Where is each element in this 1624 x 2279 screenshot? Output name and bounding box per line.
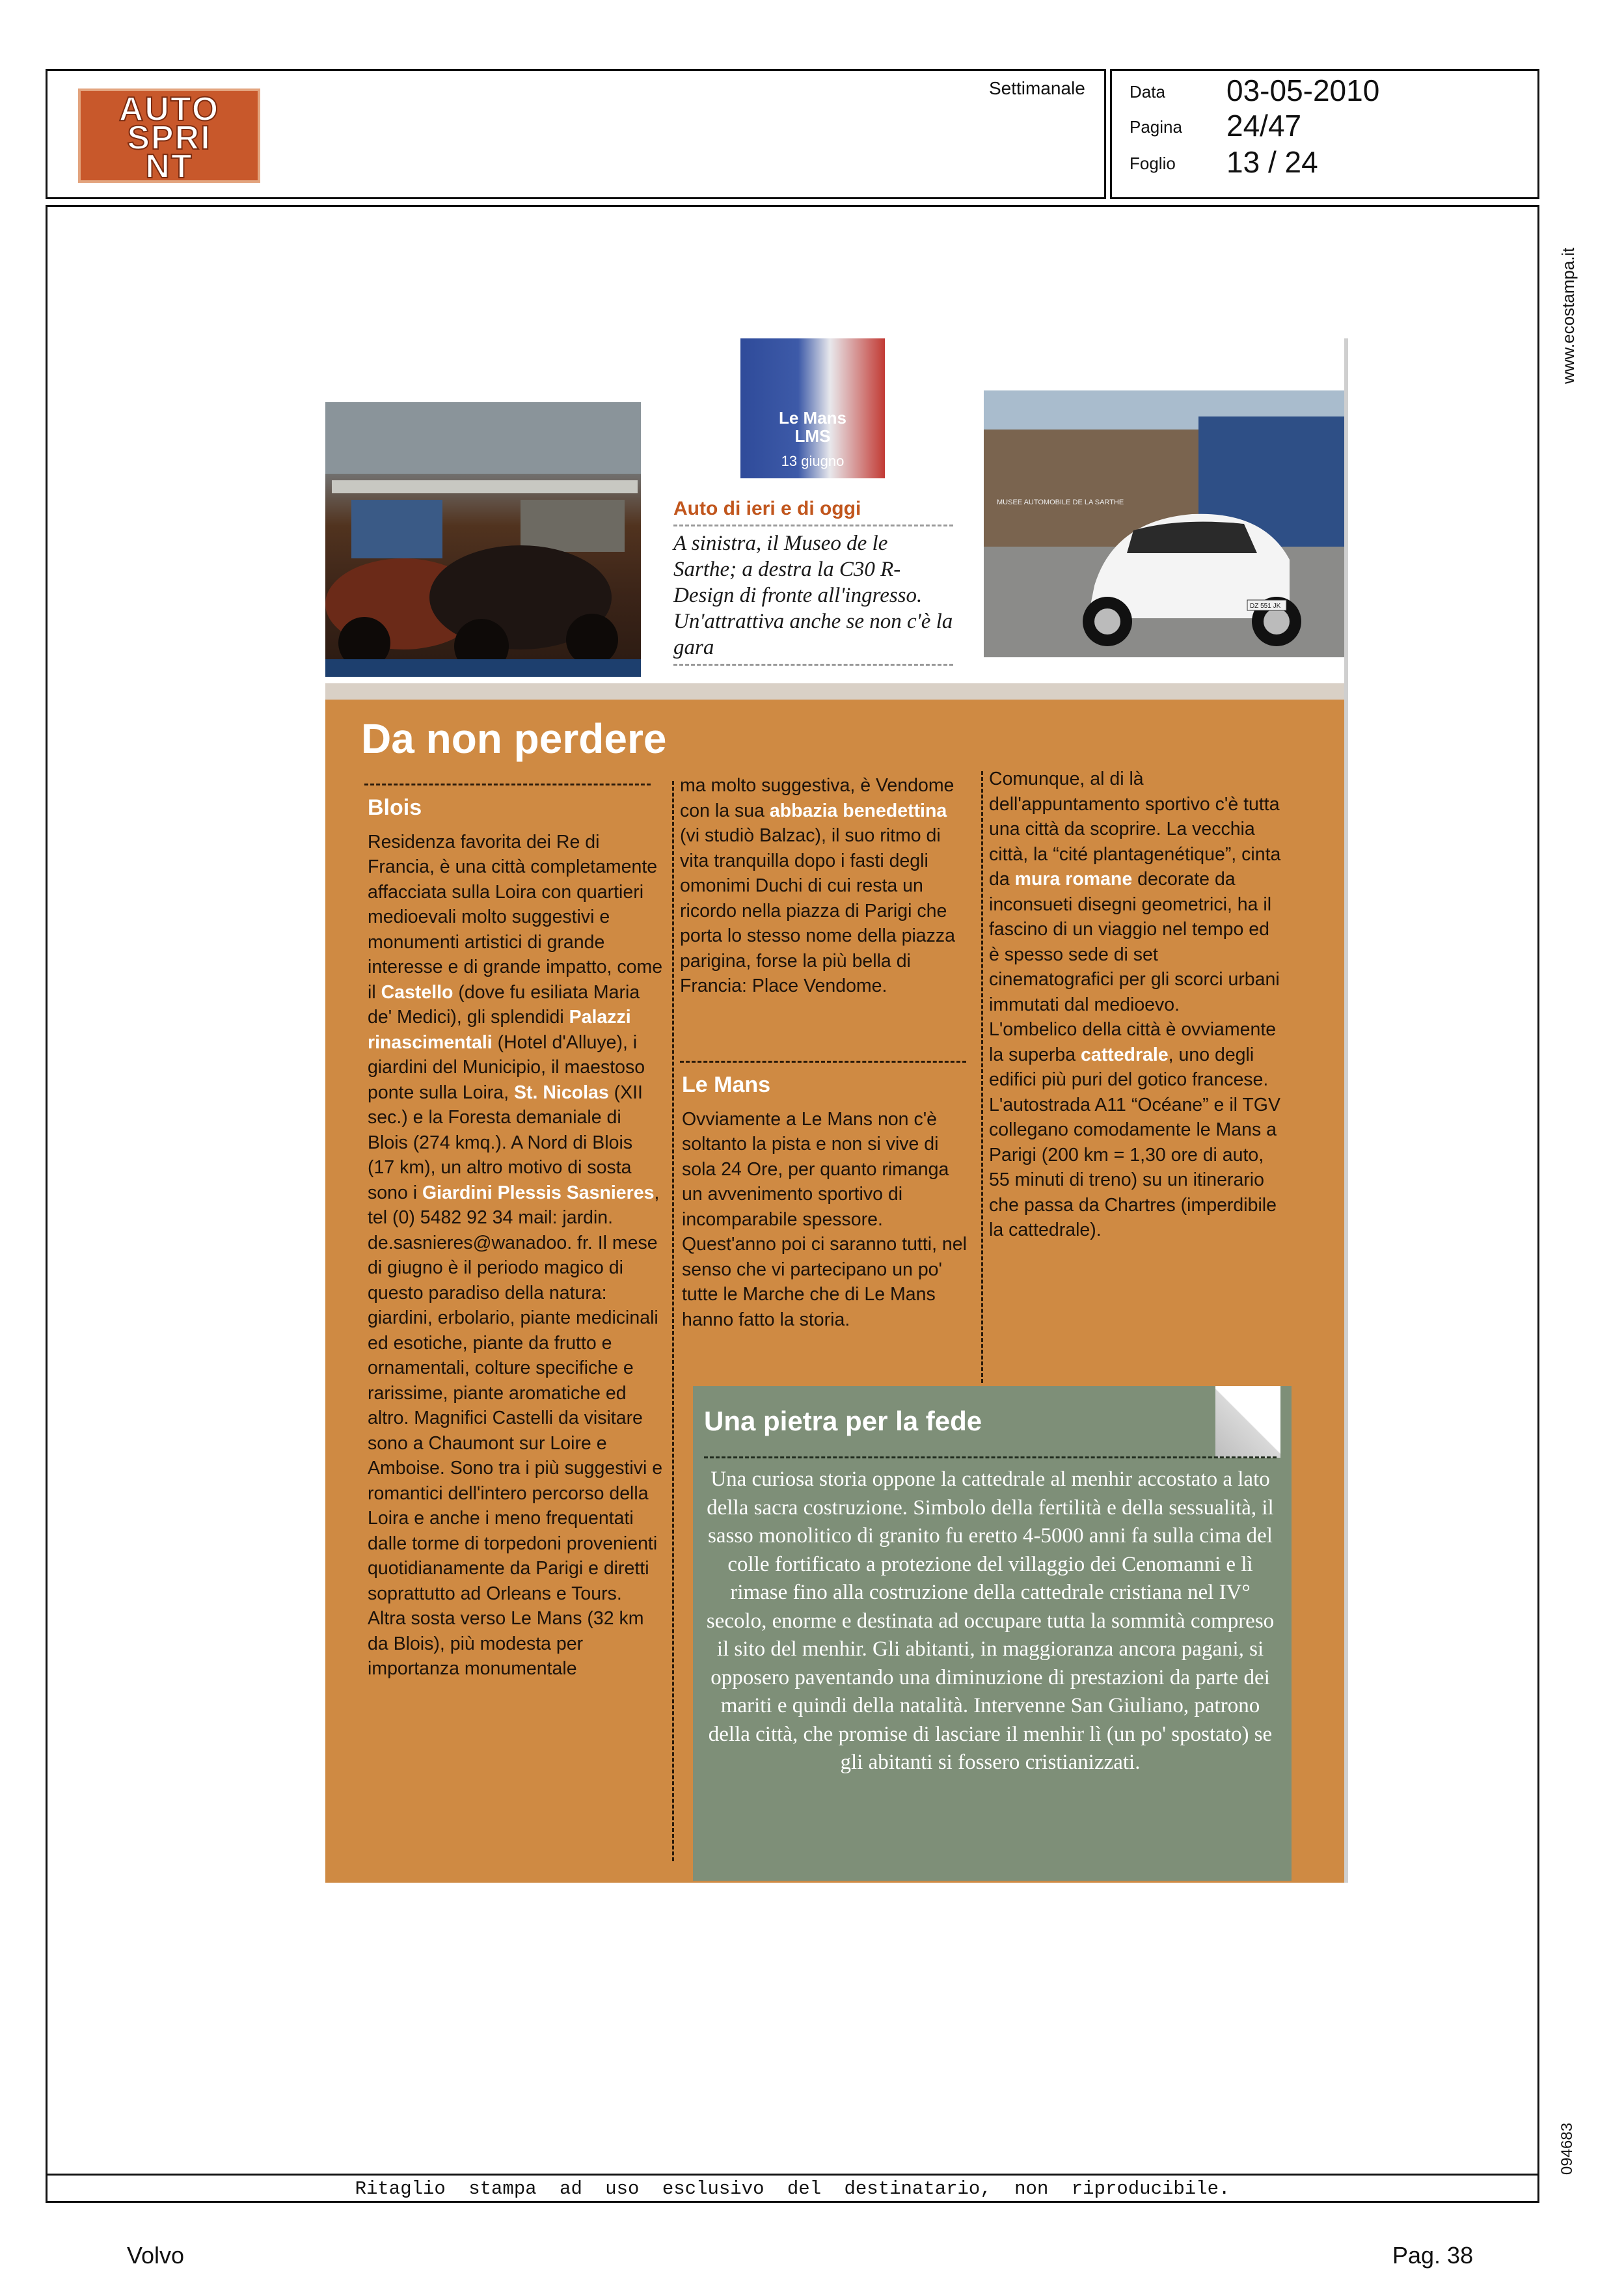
blois-text-4: (XII sec.) e la Foresta demaniale di Blois (274 kmq.). A Nord di Blois (17 km), un altro motivo di sosta sono i (368, 1082, 643, 1203)
volvo-c30-photo (984, 390, 1346, 657)
page-edge-bar (1344, 338, 1348, 1883)
data-label: Data (1130, 82, 1165, 102)
blois-highlight-st-nicolas: St. Nicolas (513, 1082, 609, 1103)
periodicity-label: Settimanale (989, 78, 1085, 98)
logo-line-1: AUTO (118, 90, 220, 128)
citta-text-2: decorate da inconsueti disegni geometrici, ha il fascino di un viaggio nel tempo ed è spesso sede di set cinematografici per gli scorci urbani immutati dal medioevo. (989, 869, 1280, 1015)
le-mans-title: Le Mans (682, 1072, 771, 1097)
blois-text-1: Residenza favorita dei Re di Francia, è una città completamente affacciata sulla Loira con quartieri medioevali molto suggestivi e monumenti artistici di grande interesse e di grande impatto, come il (368, 831, 663, 1003)
pagina-label: Pagina (1130, 117, 1182, 137)
citta-text-4: , uno degli edifici più puri del gotico francese. L'autostrada A11 “Océane” e il TGV collegano comodamente le Mans a Parigi (200 km = 1,30 ore di auto, 55 minuti di treno) su un itinerario che passa da Chartres (imperdibile la cattedrale). (989, 1044, 1280, 1240)
column-divider-2 (981, 771, 983, 1383)
autosprint-logo (78, 89, 260, 183)
main-title: Da non perdere (361, 715, 667, 762)
foglio-label: Foglio (1130, 154, 1176, 173)
panel-top-strip (325, 683, 1348, 700)
foglio-value: 13 / 24 (1226, 145, 1318, 179)
logo-line-2: SPRI (127, 119, 211, 157)
side-code-text: 094683 (1558, 2122, 1576, 2175)
blois-divider (364, 784, 651, 785)
vendome-text-1: ma molto suggestiva, è Vendome con la sua (680, 775, 954, 821)
column-citta (989, 767, 1282, 1243)
page-fold-corner (1215, 1386, 1280, 1458)
footer-rule (47, 2174, 1538, 2176)
side-url-text: www.ecostampa.it (1558, 247, 1578, 384)
car-plate: DZ 551 JK (1250, 603, 1281, 610)
side-code (1552, 2115, 1578, 2180)
side-url (1552, 221, 1578, 390)
museum-sign: MUSEE AUTOMOBILE DE LA SARTHE (997, 498, 1124, 506)
blois-text-5: , tel (0) 5482 92 34 mail: jardin. de.sasnieres@wanadoo. fr. Il mese di giugno è il periodo magico di questo paradiso della natura: giardini, erbolario, piante medicinali ed esotiche, piante da frutto e ornamentali, colture specifiche e rarissime, piante aromatiche ed altro. Magnifici Castelli da visitare sono a Chaumont sur Loire e Amboise. Sono tra i più suggestivi e romantici dell'intero percorso della Loira e anche i meno frequentati dalle torme di torpedoni provenienti quotidianamente da Parigi e diretti soprattutto ad Orleans e Tours. (368, 1182, 663, 1604)
blois-highlight-palazzi: Palazzi rinascimentali (368, 1007, 631, 1053)
sidebar-box-title: Una pietra per la fede (704, 1406, 982, 1436)
blois-highlight-giardini: Giardini Plessis Sasnieres (422, 1182, 655, 1203)
caption-text: A sinistra, il Museo de le Sarthe; a destra la C30 R-Design di fronte all'ingresso. Un'attrattiva anche se non c'è la gara (673, 532, 953, 659)
pagina-value: 24/47 (1226, 109, 1302, 143)
sidebar-box-text: Una curiosa storia oppone la cattedrale al menhir accostato a lato della sacra costruzione. Simbolo della fertilità e della sessualità, il sasso monolitico di granito fu eretto 4-5000 anni fa sulla cima del colle fortificato a protezione del villaggio dei Cenomanni e lì rimase fino alla costruzione della cattedrale cristiana nel IV° secolo, enorme e destinata ad occupare tutta la sommità compreso il sito del menhir. Gli abitanti, in maggioranza ancora pagani, si opposero paventando una diminuzione di prestazioni da parte dei mariti e quindi della natalità. Intervenne San Giuliano, patrono della città, che promise di lasciare il menhir lì (un po' spostato) se gli abitanti si fossero cristianizzati. (706, 1467, 1275, 1774)
vendome-highlight-abbazia: abbazia benedettina (769, 800, 947, 821)
flag-caption-line-2: LMS (794, 426, 831, 446)
column-le-mans (682, 1072, 968, 1332)
flag-date: 13 giugno (781, 453, 845, 469)
citta-text-1: Comunque, al di là dell'appuntamento sportivo c'è tutta una città da scoprire. La vecchia città, la “cité plantagenétique”, cinta da (989, 769, 1281, 890)
museum-interior-photo (325, 402, 641, 677)
le-mans-divider (680, 1061, 966, 1063)
flag-caption (740, 409, 885, 445)
caption-divider-top (673, 525, 953, 526)
le-mans-text: Ovviamente a Le Mans non c'è soltanto la pista e non si vive di sola 24 Ore, per quanto rimanga un avvenimento sportivo di incomparabile spessore. Quest'anno poi ci saranno tutti, nel senso che vi partecipano un po' tutte le Marche che di Le Mans hanno fatto la storia. (682, 1108, 967, 1330)
blois-title: Blois (368, 795, 422, 820)
page-number: Pag. 38 (1392, 2242, 1474, 2269)
sidebar-box-divider (704, 1456, 1277, 1458)
blois-text-2: (dove fu esiliata Maria de' Medici), gli splendidi (368, 981, 640, 1028)
vendome-text-2: (vi studiò Balzac), il suo ritmo di vita tranquilla dopo i fasti degli omonimi Duchi di cui resta un ricordo nella piazza di Parigi che porta lo stesso nome della piazza parigina, forse la più bella di Francia: Place Vendome. (680, 825, 955, 996)
blois-text-6: Altra sosta verso Le Mans (32 km da Blois), più modesta per importanza monumentale (368, 1608, 644, 1679)
blois-highlight-castello: Castello (381, 981, 453, 1003)
citta-highlight-mura: mura romane (1014, 869, 1133, 890)
caption-divider-bottom (673, 664, 953, 666)
column-divider-1 (672, 781, 674, 1861)
data-value: 03-05-2010 (1226, 74, 1380, 107)
brand-label: Volvo (127, 2242, 185, 2269)
caption-title: Auto di ieri e di oggi (673, 498, 861, 519)
citta-highlight-cattedrale: cattedrale (1081, 1044, 1169, 1065)
flag-caption-line-1: Le Mans (778, 408, 847, 428)
column-vendome (680, 773, 966, 999)
column-blois (368, 795, 664, 1682)
museum-photo-drawing (325, 402, 641, 677)
citta-text-3: L'ombelico della città è ovviamente la superba (989, 1019, 1277, 1065)
footer-notice: Ritaglio stampa ad uso esclusivo del destinatario, non riproducibile. (355, 2178, 1230, 2200)
car-photo-drawing (984, 390, 1346, 657)
logo-line-3: NT (145, 148, 193, 185)
blois-text-3: (Hotel d'Alluye), i giardini del Municipio, il maestoso ponte sulla Loira, (368, 1031, 645, 1103)
